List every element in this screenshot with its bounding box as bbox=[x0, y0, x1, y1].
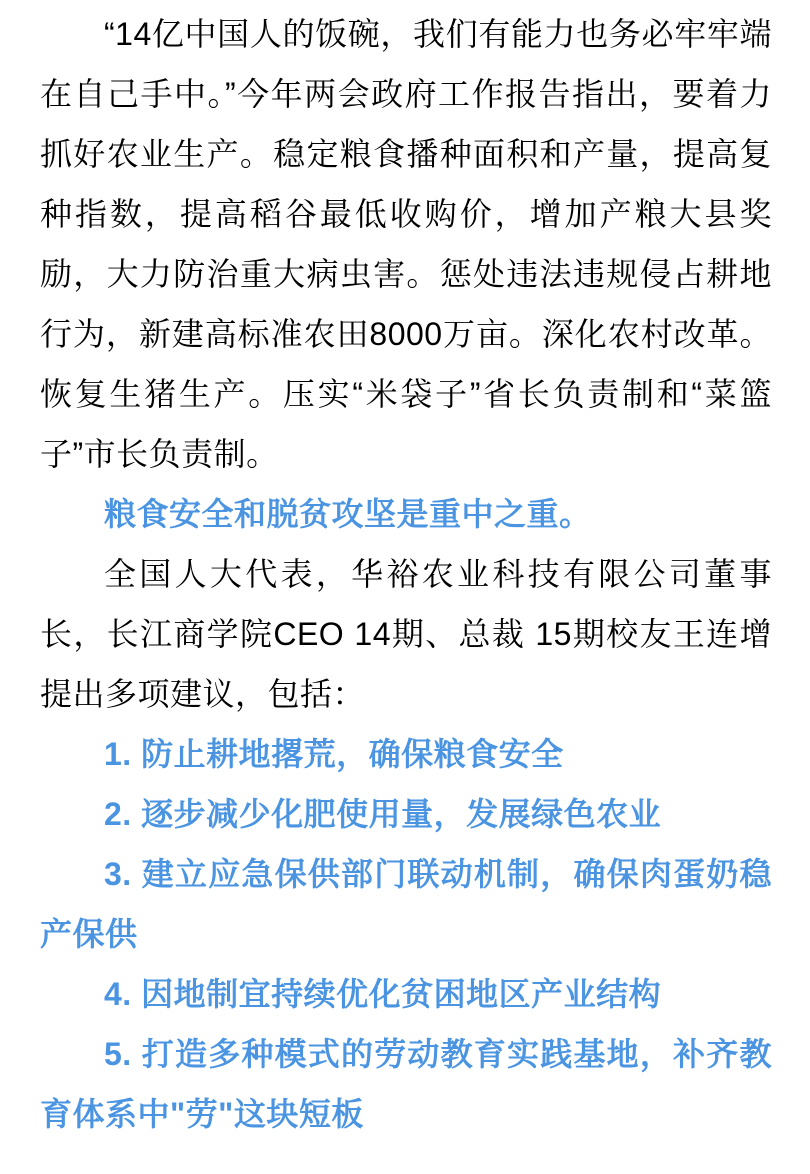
paragraph-policy-report: “14亿中国人的饭碗，我们有能力也务必牢牢端在自己手中。”今年两会政府工作报告指出，要着力抓好农业生产。稳定粮食播种面积和产量，提高复种指数，提高稻谷最低收购价，增加产粮大县奖励，大力防治重大病虫害。惩处违法违规侵占耕地行为，新建高标准农田8000万亩。深化农村改革。恢复生猪生产。压实“米袋子”省长负责制和“菜篮子”市长负责制。 bbox=[40, 16, 772, 472]
highlight-key-statement: 粮食安全和脱贫攻坚是重中之重。 bbox=[104, 496, 592, 532]
suggestion-item-5: 5. 打造多种模式的劳动教育实践基地，补齐教育体系中"劳"这块短板 bbox=[40, 1036, 772, 1132]
paragraph-delegate-intro: 全国人大代表，华裕农业科技有限公司董事长，长江商学院CEO 14期、总裁 15期校友王连增提出多项建议，包括： bbox=[40, 556, 772, 712]
suggestion-item-1: 1. 防止耕地撂荒，确保粮食安全 bbox=[104, 736, 564, 772]
suggestion-item-3: 3. 建立应急保供部门联动机制，确保肉蛋奶稳产保供 bbox=[40, 856, 772, 952]
suggestion-item-2: 2. 逐步减少化肥使用量，发展绿色农业 bbox=[104, 796, 662, 832]
suggestion-item-4: 4. 因地制宜持续优化贫困地区产业结构 bbox=[104, 976, 662, 1012]
